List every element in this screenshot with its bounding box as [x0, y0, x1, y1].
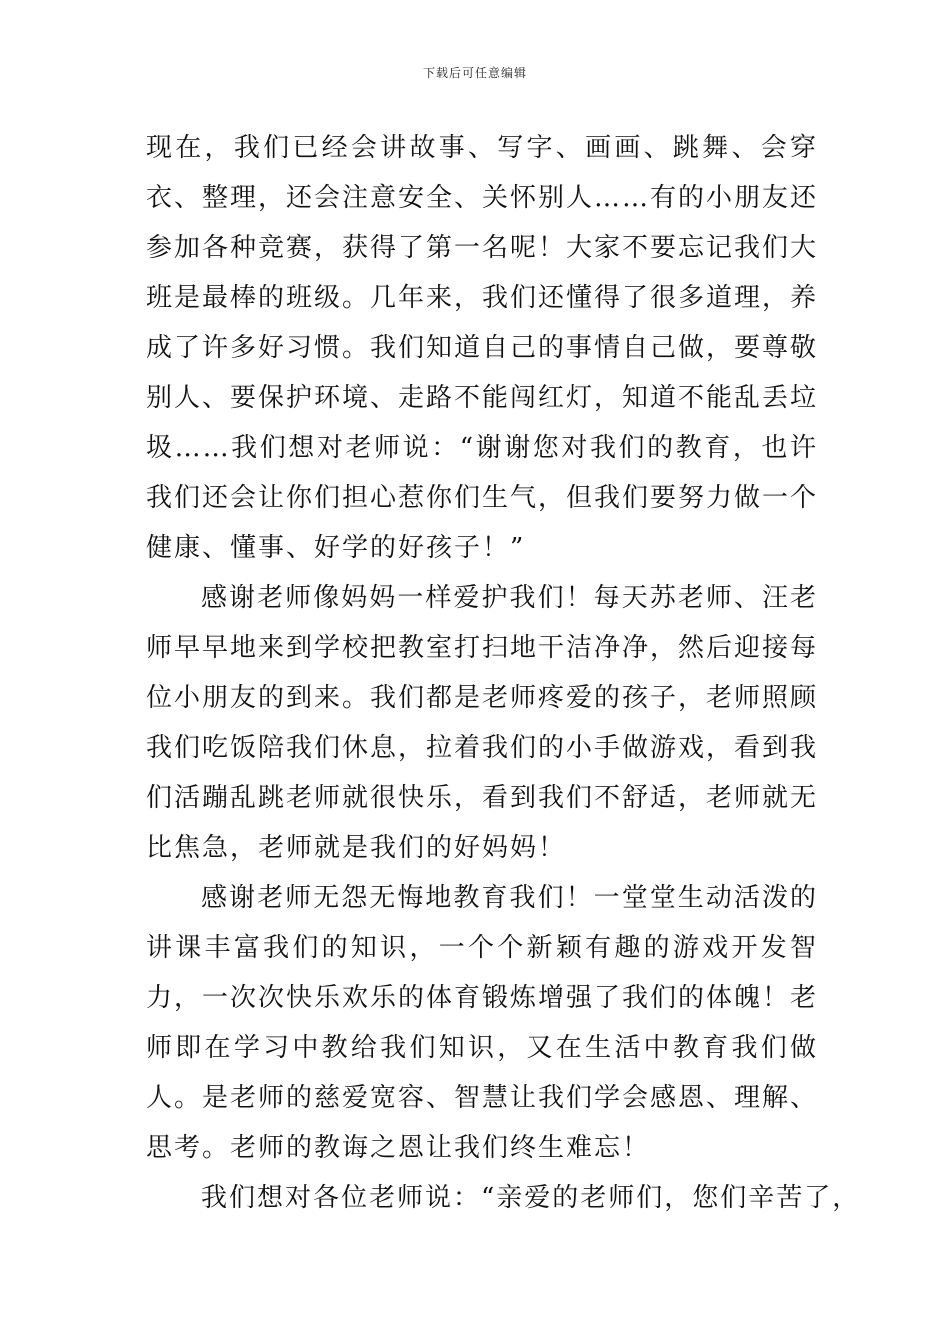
paragraph-3: 感谢老师无怨无悔地教育我们！一堂堂生动活泼的讲课丰富我们的知识，一个个新颖有趣的游戏开发智力，一次次快乐欢乐的体育锻炼增强了我们的体魄！老师即在学习中教给我们知识，又在生活中教育我们做人。是老师的慈爱宽容、智慧让我们学会感恩、理解、思考。老师的教诲之恩让我们终生难忘！ [146, 883, 819, 1163]
document-body [146, 123, 861, 1223]
paragraph-2: 感谢老师像妈妈一样爱护我们！每天苏老师、汪老师早早地来到学校把教室打扫地干洁净净，然后迎接每位小朋友的到来。我们都是老师疼爱的孩子，老师照顾我们吃饭陪我们休息，拉着我们的小手做游戏，看到我们活蹦乱跳老师就很快乐，看到我们不舒适，老师就无比焦急，老师就是我们的好妈妈！ [146, 583, 819, 863]
paragraph-4: 我们想对各位老师说：“亲爱的老师们，您们辛苦了， [201, 1183, 861, 1213]
page-header-note: 下载后可任意编辑 [422, 66, 527, 80]
paragraph-1: 现在，我们已经会讲故事、写字、画画、跳舞、会穿衣、整理，还会注意安全、关怀别人……有的小朋友还参加各种竞赛，获得了第一名呢！大家不要忘记我们大班是最棒的班级。几年来，我们还懂得了很多道理，养成了许多好习惯。我们知道自己的事情自己做，要尊敬别人、要保护环境、走路不能闯红灯，知道不能乱丢垃圾……我们想对老师说：“谢谢您对我们的教育，也许我们还会让你们担心惹你们生气，但我们要努力做一个健康、懂事、好学的好孩子！” [146, 133, 819, 563]
